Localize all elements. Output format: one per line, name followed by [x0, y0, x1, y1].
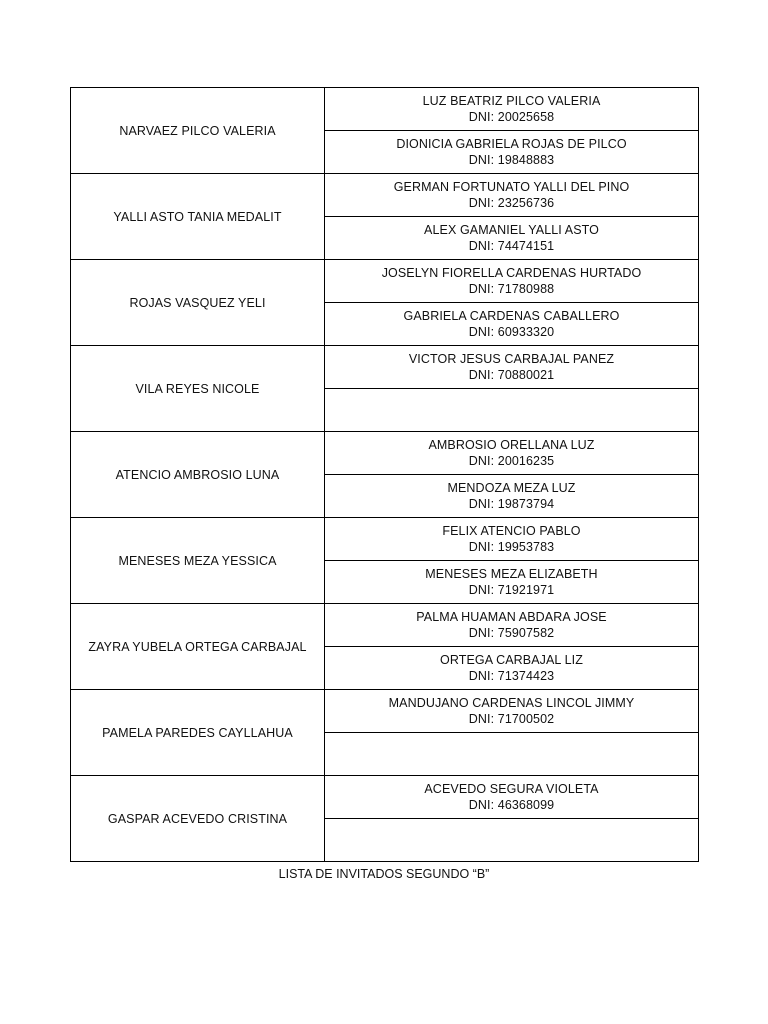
guest-name: ALEX GAMANIEL YALLI ASTO — [424, 223, 599, 237]
guest-cell — [325, 260, 699, 303]
guest-dni: DNI: 19873794 — [468, 497, 555, 511]
guest-dni: DNI: 71921971 — [468, 583, 555, 597]
guest-name: MENDOZA MEZA LUZ — [447, 481, 576, 495]
guest-name: GABRIELA CARDENAS CABALLERO — [403, 309, 620, 323]
guest-cell — [325, 303, 699, 346]
guest-cell — [325, 561, 699, 604]
table-caption: LISTA DE INVITADOS SEGUNDO “B” — [278, 867, 490, 881]
guest-row — [71, 604, 699, 647]
student-name-cell: NARVAEZ PILCO VALERIA — [71, 88, 325, 174]
guest-cell — [325, 518, 699, 561]
guest-cell — [325, 604, 699, 647]
guest-dni: DNI: 71700502 — [468, 712, 555, 726]
guest-dni: DNI: 75907582 — [468, 626, 555, 640]
guest-cell — [325, 647, 699, 690]
guest-row — [71, 174, 699, 217]
guest-list-body — [71, 88, 699, 862]
guest-name: VICTOR JESUS CARBAJAL PANEZ — [408, 352, 615, 366]
guest-list-table — [70, 87, 699, 862]
guest-cell — [325, 88, 699, 131]
guest-dni: DNI: 46368099 — [468, 798, 555, 812]
guest-name: DIONICIA GABRIELA ROJAS DE PILCO — [396, 137, 627, 151]
guest-cell — [325, 217, 699, 260]
guest-dni: DNI: 60933320 — [468, 325, 555, 339]
guest-cell — [325, 432, 699, 475]
student-name-cell: PAMELA PAREDES CAYLLAHUA — [71, 690, 325, 776]
student-name-cell: ATENCIO AMBROSIO LUNA — [71, 432, 325, 518]
guest-dni: DNI: 19848883 — [468, 153, 555, 167]
guest-name: ACEVEDO SEGURA VIOLETA — [424, 782, 599, 796]
guest-row — [71, 88, 699, 131]
guest-cell — [325, 174, 699, 217]
guest-row — [71, 776, 699, 819]
guest-dni: DNI: 19953783 — [468, 540, 555, 554]
student-name-cell: VILA REYES NICOLE — [71, 346, 325, 432]
guest-name: PALMA HUAMAN ABDARA JOSE — [416, 610, 607, 624]
student-name-cell: MENESES MEZA YESSICA — [71, 518, 325, 604]
student-name-cell: ZAYRA YUBELA ORTEGA CARBAJAL — [71, 604, 325, 690]
guest-cell — [325, 475, 699, 518]
guest-dni: DNI: 71780988 — [468, 282, 555, 296]
guest-dni: DNI: 23256736 — [468, 196, 555, 210]
guest-name: LUZ BEATRIZ PILCO VALERIA — [422, 94, 601, 108]
student-name-cell: ROJAS VASQUEZ YELI — [71, 260, 325, 346]
guest-cell — [325, 819, 699, 862]
guest-name: MENESES MEZA ELIZABETH — [425, 567, 598, 581]
guest-dni: DNI: 71374423 — [468, 669, 555, 683]
guest-row — [71, 690, 699, 733]
guest-cell — [325, 690, 699, 733]
guest-row — [71, 432, 699, 475]
student-name-cell: YALLI ASTO TANIA MEDALIT — [71, 174, 325, 260]
guest-name: AMBROSIO ORELLANA LUZ — [428, 438, 595, 452]
guest-row — [71, 346, 699, 389]
guest-dni: DNI: 20016235 — [468, 454, 555, 468]
guest-name: MANDUJANO CARDENAS LINCOL JIMMY — [388, 696, 635, 710]
guest-dni: DNI: 20025658 — [468, 110, 555, 124]
student-name-cell: GASPAR ACEVEDO CRISTINA — [71, 776, 325, 862]
guest-cell — [325, 733, 699, 776]
guest-name: JOSELYN FIORELLA CARDENAS HURTADO — [381, 266, 642, 280]
guest-name: GERMAN FORTUNATO YALLI DEL PINO — [393, 180, 630, 194]
guest-row — [71, 260, 699, 303]
guest-name: FELIX ATENCIO PABLO — [442, 524, 581, 538]
guest-cell — [325, 389, 699, 432]
guest-dni: DNI: 74474151 — [468, 239, 555, 253]
guest-name: ORTEGA CARBAJAL LIZ — [440, 653, 583, 667]
guest-dni: DNI: 70880021 — [468, 368, 555, 382]
guest-cell — [325, 776, 699, 819]
guest-row — [71, 518, 699, 561]
guest-cell — [325, 346, 699, 389]
guest-cell — [325, 131, 699, 174]
